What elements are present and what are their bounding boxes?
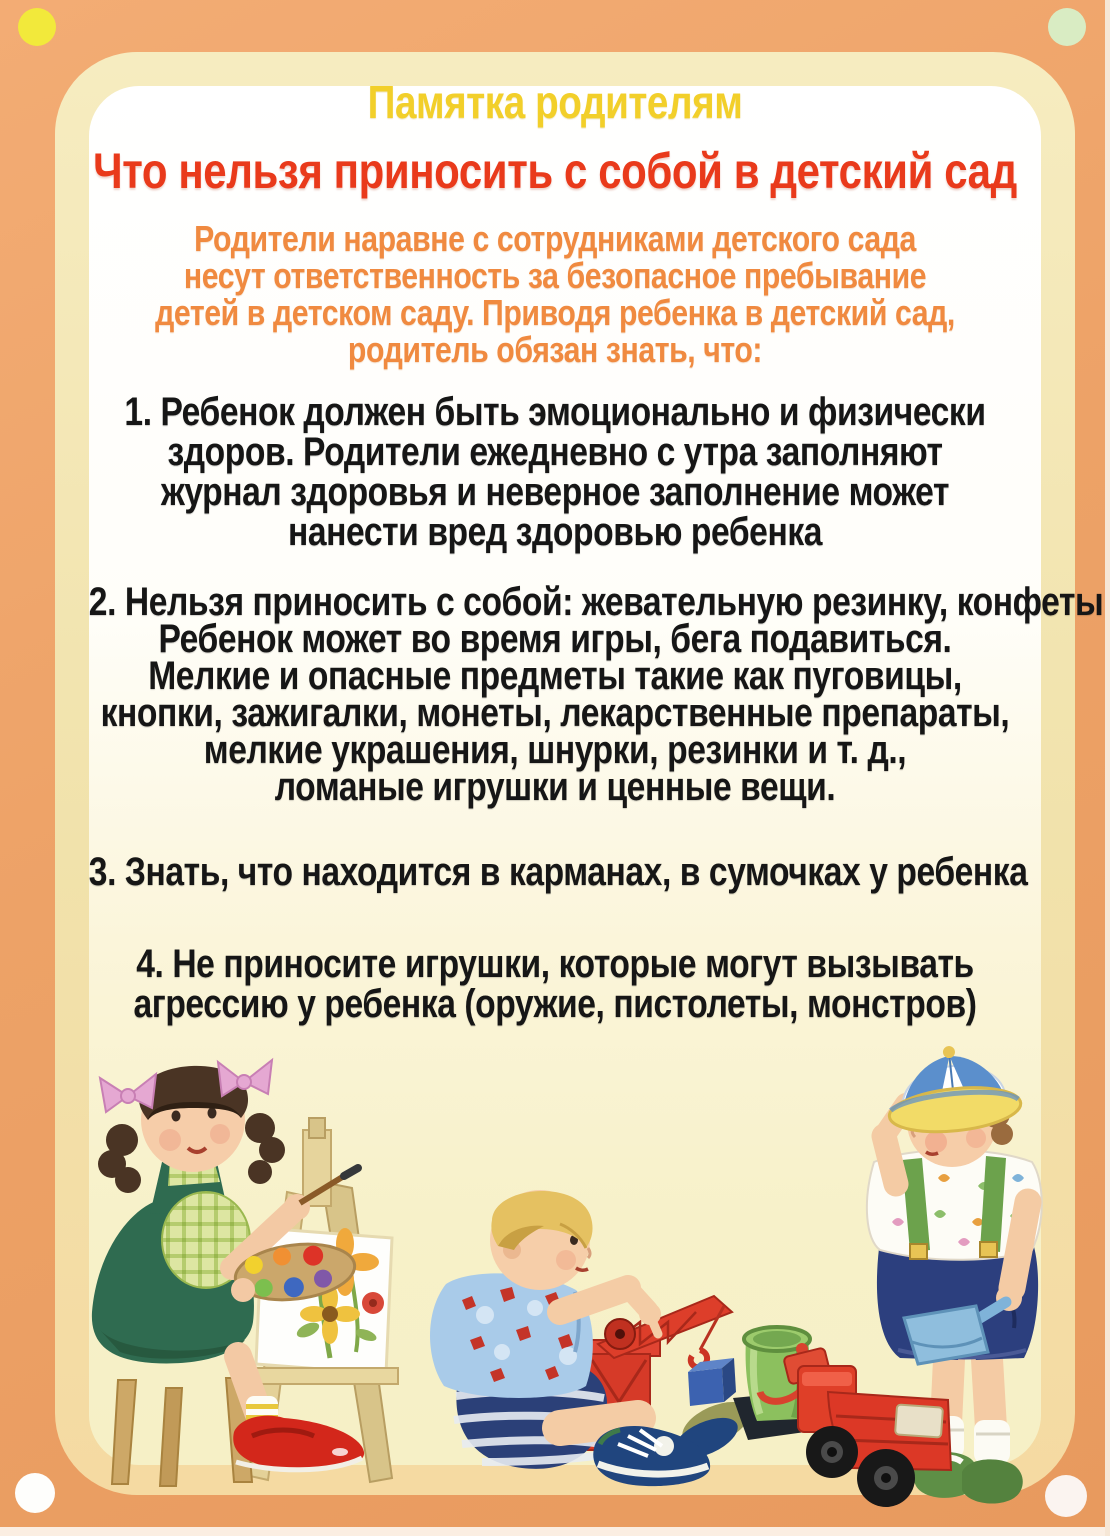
rule-line: 1. Ребенок должен быть эмоционально и физически bbox=[124, 390, 986, 434]
intro-line: родитель обязан знать, что: bbox=[347, 329, 763, 370]
rule-line: мелкие украшения, шнурки, резинки и т. д., bbox=[203, 728, 907, 772]
rule-line: ломаные игрушки и ценные вещи. bbox=[274, 765, 836, 809]
rule-item-1 bbox=[89, 392, 1021, 552]
rule-item-4 bbox=[89, 944, 1021, 1024]
rule-line: Мелкие и опасные предметы такие как пуговицы, bbox=[148, 654, 962, 698]
intro-line: Родители наравне с сотрудниками детского сада bbox=[194, 218, 916, 259]
corner-dot-bottom-right bbox=[1045, 1475, 1087, 1517]
rule-line: 4. Не приносите игрушки, которые могут вызывать bbox=[136, 942, 974, 986]
corner-dot-top-left bbox=[18, 8, 56, 46]
intro-line: детей в детском саду. Приводя ребенка в детский сад, bbox=[155, 292, 955, 333]
intro-line: несут ответственность за безопасное пребывание bbox=[183, 255, 927, 296]
corner-dot-bottom-left bbox=[15, 1473, 55, 1513]
rule-line: нанести вред здоровью ребенка bbox=[288, 510, 822, 554]
rule-line: кнопки, зажигалки, монеты, лекарственные препараты, bbox=[100, 691, 1010, 735]
scan-edge-bottom bbox=[0, 1527, 1110, 1536]
rule-item-2 bbox=[88, 580, 1104, 809]
rule-line: Ребенок может во время игры, бега подавиться. bbox=[158, 617, 952, 661]
rule-line: агрессию у ребенка (оружие, пистолеты, монстров) bbox=[133, 982, 977, 1026]
main-title-text: Что нельзя приносить с собой в детский сад bbox=[93, 143, 1017, 199]
intro-paragraph bbox=[89, 220, 1021, 368]
rule-line: здоров. Родители ежедневно с утра заполняют bbox=[167, 430, 943, 474]
rule-line: журнал здоровья и неверное заполнение может bbox=[160, 470, 950, 514]
rule-item-3 bbox=[88, 850, 1028, 894]
badge-title-text: Памятка родителям bbox=[367, 76, 743, 128]
badge-title bbox=[89, 78, 1021, 126]
scan-edge-right bbox=[1105, 0, 1110, 1536]
rule-line: 2. Нельзя приносить с собой: жевательную резинку, конфеты bbox=[88, 580, 1104, 624]
rule-line: 3. Знать, что находится в карманах, в сумочках у ребенка bbox=[88, 850, 1028, 894]
corner-dot-top-right bbox=[1048, 8, 1086, 46]
main-title bbox=[89, 144, 1021, 198]
